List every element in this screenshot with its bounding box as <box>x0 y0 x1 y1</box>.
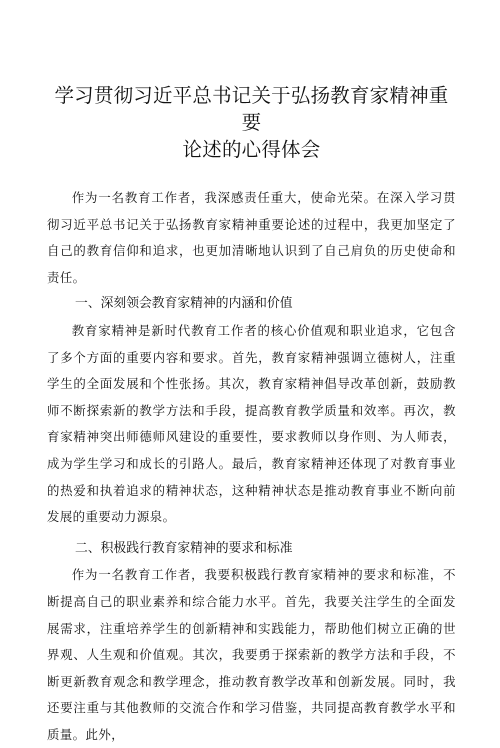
section-1-heading: 一、深刻领会教育家精神的内涵和价值 <box>75 296 293 312</box>
title-line-1: 学习贯彻习近平总书记关于弘扬教育家精神重要 <box>54 84 449 134</box>
section-2-heading: 二、积极践行教育家精神的要求和标准 <box>75 540 293 556</box>
section-1-paragraph: 教育家精神是新时代教育工作者的核心价值观和职业追求，它包含了多个方面的重要内容和要求。首先，教育家精神强调立德树人，注重学生的全面发展和个性张扬。其次，教育家精神倡导改革创新，鼓励教师不断探索新的教学方法和手段，提高教育教学质量和效率。再次，教育家精神突出师德师风建设的重要性，要求教师以身作则、为人师表，成为学生学习和成长的引路人。最后，教育家精神还体现了对教育事业的热爱和执着追求的精神状态，这种精神状态是推动教育事业不断向前发展的重要动力源泉。 <box>47 322 456 525</box>
title-line-2: 论述的心得体会 <box>182 138 321 161</box>
document-title <box>47 82 456 163</box>
intro-paragraph: 作为一名教育工作者，我深感责任重大，使命光荣。在深入学习贯彻习近平总书记关于弘扬教育家精神重要论述的过程中，我更加坚定了自己的教育信仰和追求，也更加清晰地认识到了自己肩负的历史使命和责任。 <box>47 190 456 285</box>
section-2-paragraph: 作为一名教育工作者，我要积极践行教育家精神的要求和标准，不断提高自己的职业素养和综合能力水平。首先，我要关注学生的全面发展需求，注重培养学生的创新精神和实践能力，帮助他们树立正确的世界观、人生观和价值观。其次，我要勇于探索新的教学方法和手段，不断更新教育观念和教学理念，推动教育教学改革和创新发展。同时，我还要注重与其他教师的交流合作和学习借鉴，共同提高教育教学水平和质量。此外， <box>47 567 456 742</box>
